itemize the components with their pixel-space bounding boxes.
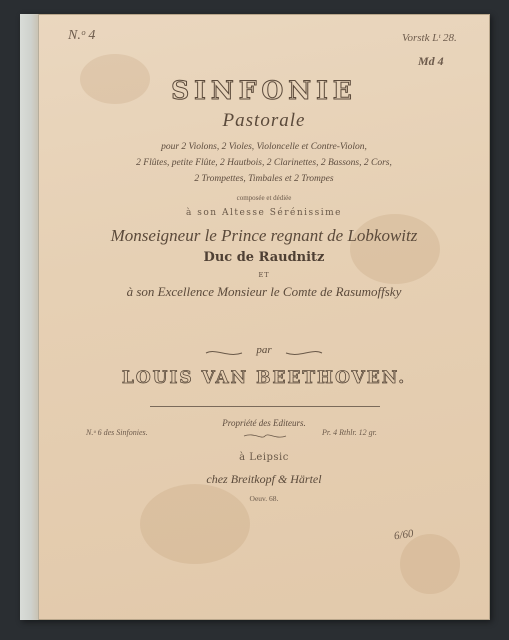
price: Pr. 4 Rthlr. 12 gr. <box>322 428 377 437</box>
dedicatee-title: Duc de Raudnitz <box>203 250 325 265</box>
dedicatee-prince: Monseigneur le Prince regnant de Lobkowitz <box>110 226 418 245</box>
instrumentation-line-3: 2 Trompettes, Timbales et 2 Trompes <box>194 174 334 184</box>
handwritten-number: N.ᵒ 4 <box>68 28 96 43</box>
dedicatee-comte: à son Excellence Monsieur le Comte de Rasumoffsky <box>126 284 402 299</box>
handwritten-ref: Vorstk Lᵗ 28. <box>402 32 457 44</box>
symphony-number: N.ᵒ 6 des Sinfonies. <box>86 428 148 437</box>
place-of-publication: à Leipsic <box>239 452 289 463</box>
binding-strip <box>20 14 39 620</box>
conjunction-et: ET <box>258 271 270 279</box>
page-title: SINFONIE <box>171 76 357 105</box>
by-line: par <box>256 344 272 356</box>
composer-name: LOUIS VAN BEETHOVEN. <box>121 368 407 388</box>
composed-line: composée et dédiée <box>236 194 292 202</box>
title-page <box>20 14 490 620</box>
handwritten-note: 6/60 <box>393 527 415 543</box>
instrumentation-line-1: pour 2 Violons, 2 Violes, Violoncelle et Contre-Violon, <box>161 142 367 152</box>
shelfmark: Md 4 <box>418 54 444 68</box>
divider-rule <box>150 406 380 407</box>
publisher: chez Breitkopf & Härtel <box>206 472 322 486</box>
dedication-intro: à son Altesse Sérénissime <box>186 208 342 218</box>
opus-number: Oeuv. 68. <box>249 494 279 503</box>
right-swash <box>284 348 324 358</box>
instrumentation-line-2: 2 Flûtes, petite Flûte, 2 Hautbois, 2 Clarinettes, 2 Bassons, 2 Cors, <box>136 158 392 168</box>
flourish <box>242 432 288 440</box>
publisher-rights: Propriété des Editeurs. <box>222 418 306 428</box>
foxing-stain <box>400 534 460 594</box>
subtitle: Pastorale <box>222 110 306 131</box>
